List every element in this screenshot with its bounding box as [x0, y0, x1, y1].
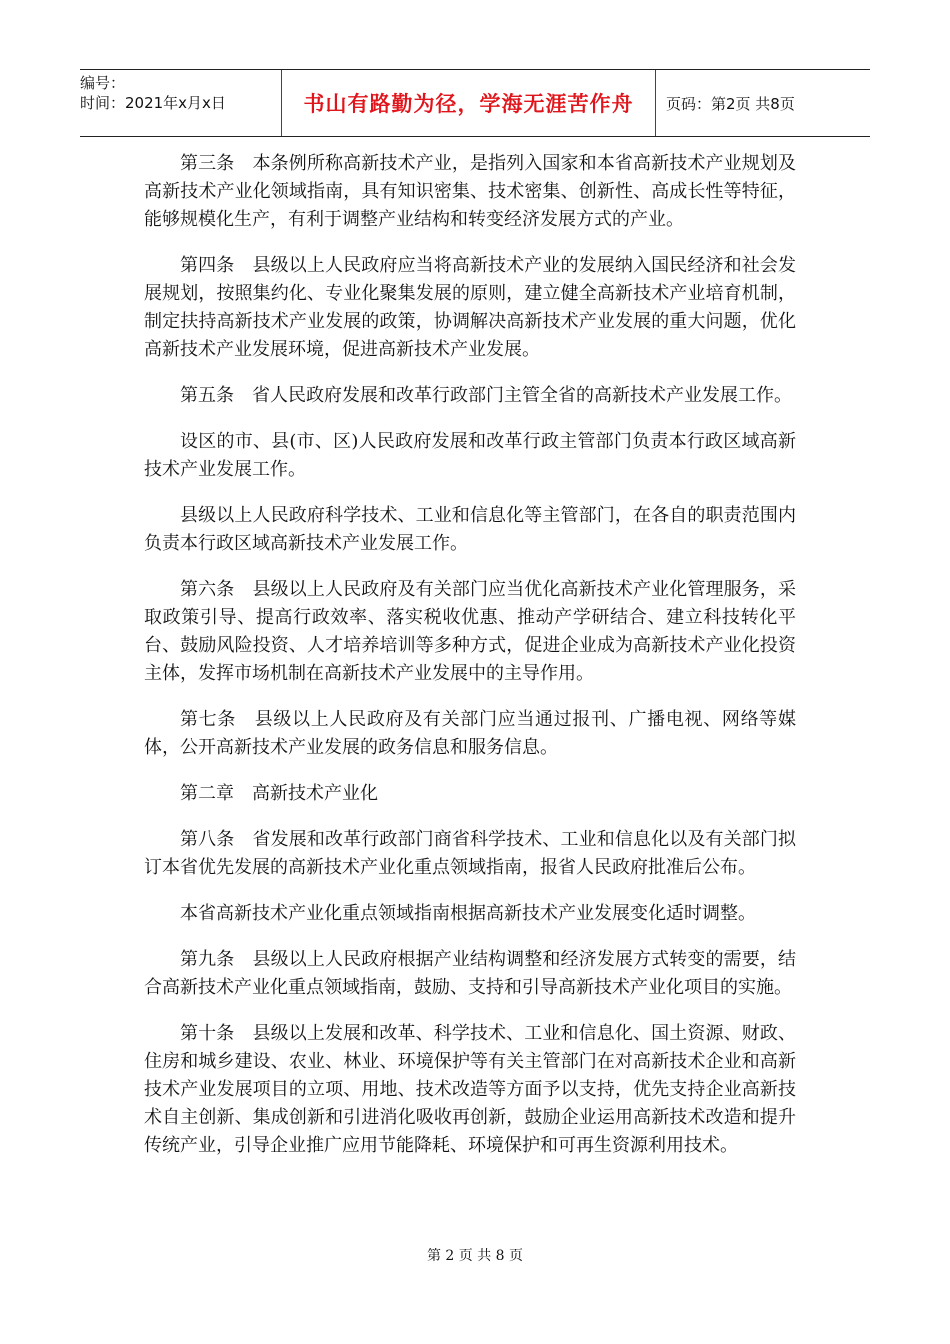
chapter-heading: 第二章 高新技术产业化	[180, 783, 378, 804]
paragraph: 本省高新技术产业化重点领域指南根据高新技术产业发展变化适时调整。	[180, 903, 756, 924]
header-motto: 书山有路勤为径，学海无涯苦作舟	[303, 92, 634, 116]
document-number-label: 编号：	[80, 74, 126, 92]
paragraph: 第十条 县级以上发展和改革、科学技术、工业和信息化、国土资源、财政、住房和城乡建设、农业、林业、环境保护等有关主管部门在对高新技术企业和高新技术产业发展项目的立项、用地、技术改造等方面予以支持，优先支持企业高新技术自主创新、集成创新和引进消化吸收再创新，鼓励企业运用高新技术改造和提升传统产业，引导企业推广应用节能降耗、环境保护和可再生资源利用技术。	[144, 1023, 796, 1156]
header-motto-cell	[282, 70, 656, 136]
paragraph: 县级以上人民政府科学技术、工业和信息化等主管部门，在各自的职责范围内负责本行政区域高新技术产业发展工作。	[144, 505, 796, 554]
paragraph: 第八条 省发展和改革行政部门商省科学技术、工业和信息化以及有关部门拟订本省优先发展的高新技术产业化重点领域指南，报省人民政府批准后公布。	[144, 829, 796, 878]
paragraph: 第三条 本条例所称高新技术产业，是指列入国家和本省高新技术产业规划及高新技术产业化领域指南，具有知识密集、技术密集、创新性、高成长性等特征，能够规模化生产，有利于调整产业结构和转变经济发展方式的产业。	[144, 153, 796, 230]
paragraph: 第五条 省人民政府发展和改革行政部门主管全省的高新技术产业发展工作。	[180, 385, 792, 406]
document-body	[144, 150, 796, 1178]
page-footer: 第 2 页 共 8 页	[426, 1248, 524, 1264]
header-meta	[80, 70, 282, 136]
paragraph: 第九条 县级以上人民政府根据产业结构调整和经济发展方式转变的需要，结合高新技术产业化重点领域指南，鼓励、支持和引导高新技术产业化项目的实施。	[144, 949, 796, 998]
document-time-label: 时间：2021年x月x日	[80, 94, 226, 112]
paragraph: 第四条 县级以上人民政府应当将高新技术产业的发展纳入国民经济和社会发展规划，按照集约化、专业化聚集发展的原则，建立健全高新技术产业培育机制，制定扶持高新技术产业发展的政策，协调解决高新技术产业发展的重大问题，优化高新技术产业发展环境，促进高新技术产业发展。	[144, 255, 796, 360]
header-page-info: 页码：第2页 共8页	[666, 94, 795, 113]
paragraph: 第七条 县级以上人民政府及有关部门应当通过报刊、广播电视、网络等媒体，公开高新技术产业发展的政务信息和服务信息。	[144, 709, 796, 758]
paragraph: 设区的市、县(市、区)人民政府发展和改革行政主管部门负责本行政区域高新技术产业发展工作。	[144, 431, 796, 480]
page-header	[80, 69, 870, 137]
paragraph: 第六条 县级以上人民政府及有关部门应当优化高新技术产业化管理服务，采取政策引导、提高行政效率、落实税收优惠、推动产学研结合、建立科技转化平台、鼓励风险投资、人才培养培训等多种方式，促进企业成为高新技术产业化投资主体，发挥市场机制在高新技术产业发展中的主导作用。	[144, 579, 796, 684]
